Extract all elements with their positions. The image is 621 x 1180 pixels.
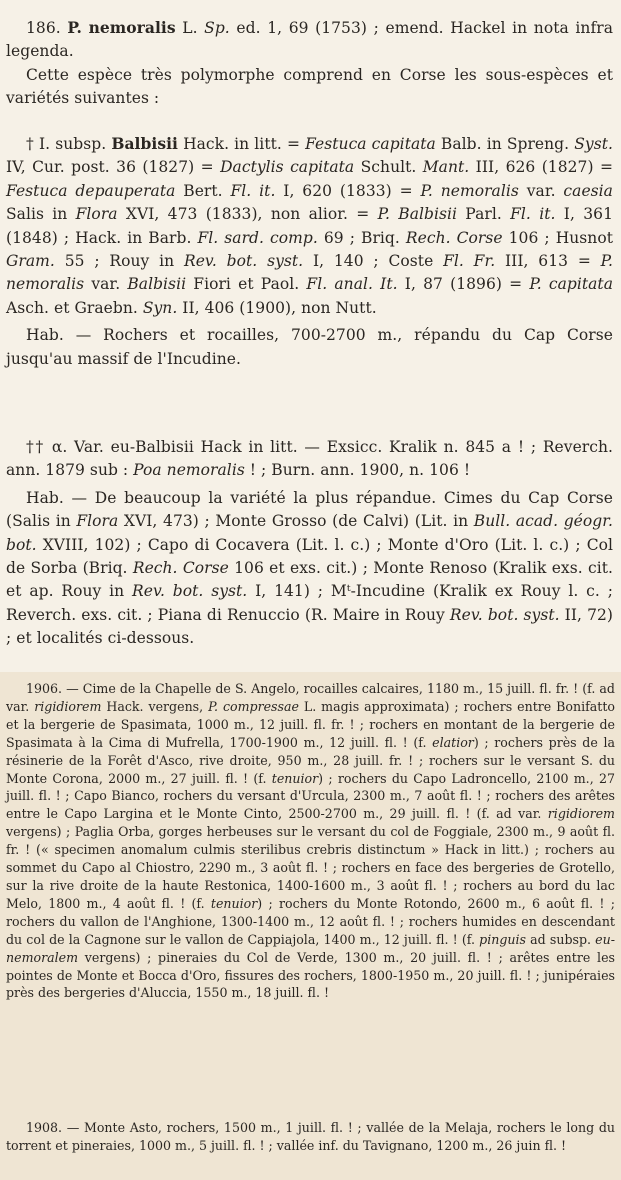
subsp-synonymy: † I. subsp. Balbisii Hack. in litt. = Festuca capitata Balb. in Spreng. Syst. IV, Cur. post. 36 (1827) = Dactylis capitata Schult. Mant. III, 626 (1827) = Festuca depauperata Bert. Fl. it. I, 620 (1833) = P. nemoralis var. caesia Salis in Flora XVI, 473 (1833), non alior. = P. Balbisii Parl. Fl. it. I, 361 (1848) ; Hack. in Barb. Fl. sard. comp. 69 ; Briq. Rech. Corse 106 ; Husnot Gram. 55 ; Rouy in Rev. bot. syst. I, 140 ; Coste Fl. Fr. III, 613 = P. nemoralis var. Balbisii Fiori et Paol. Fl. anal. It. I, 87 (1896) = P. capitata Asch. et Graebn. Syn. II, 406 (1900), non Nutt. bbox=[6, 134, 614, 317]
var-exsiccatae: †† α. Var. eu-Balbisii Hack in litt. — Exsicc. Kralik n. 845 a ! ; Reverch. ann. 1879 sub : Poa nemoralis ! ; Burn. ann. 1900, n. 106 ! bbox=[6, 438, 613, 480]
var-habitat: Hab. — De beaucoup la variété la plus répandue. Cimes du Cap Corse (Salis in Flora XVI, 473) ; Monte Grosso (de Calvi) (Lit. in Bull. acad. géogr. bot. XVIII, 102) ; Capo di Cocavera (Lit. l. c.) ; Monte d'Oro (Lit. l. c.) ; Col de Sorba (Briq. Rech. Corse 106 et exs. cit.) ; Monte Renoso (Kralik exs. cit. et ap. Rouy in Rev. bot. syst. I, 141) ; Mᵗ-Incudine (Kralik ex Rouy l. c. ; Reverch. exs. cit. ; Piana di Renuccio (R. Maire in Rouy Rev. bot. syst. II, 72) ; et localités ci-dessous. bbox=[6, 488, 614, 648]
localities-1906-text: 1906. — Cime de la Chapelle de S. Angelo, rocailles calcaires, 1180 m., 15 juill. fl. fr. ! (f. ad var. rigidiorem Hack. vergens, P. compressae L. magis approximata) ; rochers entre Bonifatto et la bergerie de Spasimata, 1000 m., 12 juill. fl. fr. ! ; rochers en montant de la bergerie de Spasimata à la Cima di Mufrella, 1700-1900 m., 12 juill. fl. ! (f. elatior) ; rochers près de la résinerie de la Forêt d'Asco, rive droite, 950 m., 28 juill. fr. ! ; rochers sur le versant S. du Monte Corona, 2000 m., 27 juill. fl. ! (f. tenuior) ; rochers du Capo Ladroncello, 2100 m., 27 juill. fl. ! ; Capo Bianco, rochers du versant d'Urcula, 2300 m., 7 août fl. ! ; rochers des arêtes entre le Capo Largina et le Monte Cinto, 2500-2700 m., 29 juill. fl. ! (f. ad var. rigidiorem vergens) ; Paglia Orba, gorges herbeuses sur le versant du col de Foggiale, 2300 m., 9 août fl. fr. ! (« specimen anomalum culmis sterilibus crebris distinctum » Hack in litt.) ; rochers au sommet du Capo al Chiostro, 2290 m., 3 août fl. ! ; rochers en face des bergeries de Grotello, sur la rive droite de la haute Restonica, 1400-1600 m., 3 août fl. ! ; rochers au bord du lac Melo, 1800 m., 4 août fl. ! (f. tenuior) ; rochers du Monte Rotondo, 2600 m., 6 août fl. ! ; rochers du vallon de l'Anghione, 1300-1400 m., 12 août fl. ! ; rochers humides en descendant du col de la Cagnone sur le vallon de Cappiajola, 1400 m., 12 juill. fl. ! (f. pinguis ad subsp. eu-nemoralem vergens) ; pineraies du Col de Verde, 1300 m., 20 juill. fl. ! ; arêtes entre les pointes de Monte et Bocca d'Oro, fissures des rochers, 1800-1950 m., 20 juill. fl. ! ; junipéraies près des bergeries d'Aluccia, 1550 m., 18 juill. fl. ! bbox=[6, 681, 616, 1001]
subsp-name: Balbisii bbox=[111, 134, 178, 153]
localities-1908 bbox=[6, 1119, 615, 1155]
species-intro: Cette espèce très polymorphe comprend en Corse les sous-espèces et variétés suivantes : bbox=[6, 65, 613, 108]
species-epithet: nemoralis bbox=[88, 18, 176, 37]
species-entry: 186. P. nemoralis L. Sp. ed. 1, 69 (1753) ; emend. Hackel in nota infra legenda. bbox=[6, 18, 613, 61]
subsp-balbisii bbox=[6, 132, 613, 371]
species-number: 186. bbox=[26, 19, 61, 37]
localities-1908-text: 1908. — Monte Asto, rochers, 1500 m., 1 juill. fl. ! ; vallée de la Melaja, rochers le long du torrent et pineraies, 1000 m., 5 juill. fl. ! ; vallée inf. du Tavignano, 1200 m., 26 juin fl. ! bbox=[6, 1120, 615, 1153]
var-mark: †† α. Var. eu-Balbisii bbox=[26, 438, 194, 456]
subsp-mark: † I. subsp. bbox=[26, 135, 107, 153]
var-eu-balbisii bbox=[6, 436, 613, 651]
localities-1906 bbox=[6, 680, 615, 1002]
subsp-habitat: Hab. — Rochers et rocailles, 700-2700 m., répandu du Cap Corse jusqu'au massif de l'Incudine. bbox=[6, 326, 613, 368]
species-heading bbox=[6, 16, 613, 111]
species-genus: P. bbox=[67, 18, 82, 37]
